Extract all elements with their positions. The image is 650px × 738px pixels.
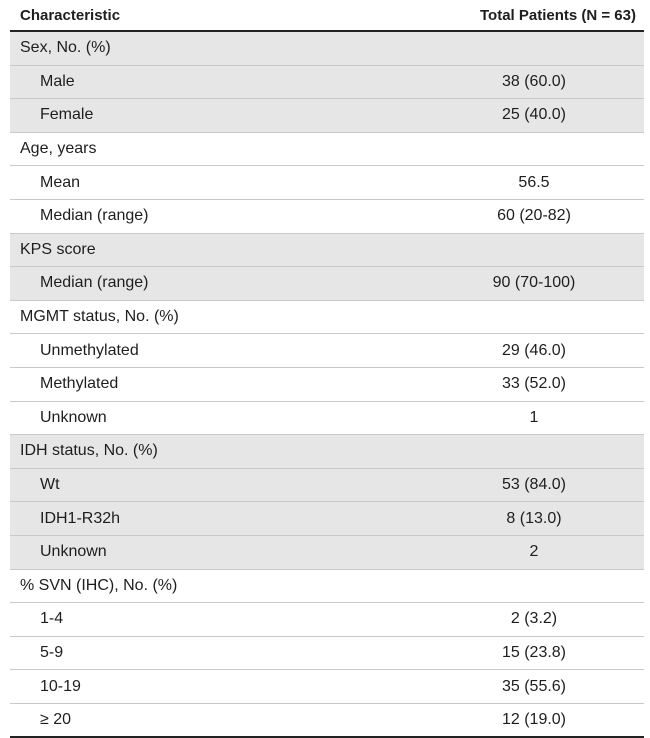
row-value: 60 (20-82) [497,207,571,225]
row-label: IDH status, No. (%) [20,442,158,460]
table-row [10,334,644,368]
row-value: 56.5 [518,173,550,191]
table-row [10,66,644,100]
table-section-row [10,234,644,268]
row-label: Methylated [40,375,119,393]
row-value: 38 (60.0) [501,72,567,90]
row-label: IDH1-R32h [40,509,121,527]
table-row [10,99,644,133]
row-value: 35 (55.6) [501,677,567,695]
header-total-patients: Total Patients (N = 63) [479,6,636,24]
row-label: Median (range) [40,207,149,225]
row-label: 1-4 [40,610,64,628]
table-row [10,502,644,536]
table-section-row [10,32,644,66]
row-label: Wt [40,476,60,494]
row-label: Female [40,106,94,124]
table-row [10,267,644,301]
row-value: 8 (13.0) [506,509,562,527]
row-label: % SVN (IHC), No. (%) [20,576,178,594]
row-label: Unknown [40,543,107,561]
row-value: 33 (52.0) [501,375,567,393]
row-label: MGMT status, No. (%) [20,308,179,326]
row-label: 5-9 [40,643,64,661]
row-value: 2 [529,543,539,561]
row-value: 12 (19.0) [501,711,567,729]
table-section-row [10,301,644,335]
table-section-row [10,435,644,469]
row-label: Median (range) [40,274,149,292]
table-row [10,637,644,671]
row-label: 10-19 [40,677,81,695]
patient-characteristics-table [10,0,644,738]
table-body [10,32,644,738]
table-row [10,469,644,503]
row-value: 25 (40.0) [501,106,567,124]
row-label: Unmethylated [40,341,139,359]
row-value: 90 (70-100) [492,274,576,292]
table-row [10,368,644,402]
row-label: Male [40,72,75,90]
table-row [10,402,644,436]
table-row [10,200,644,234]
row-label: Mean [40,173,81,191]
row-value: 2 (3.2) [510,610,558,628]
row-value: 15 (23.8) [501,643,567,661]
row-value: 53 (84.0) [501,476,567,494]
table-row [10,603,644,637]
table-row [10,670,644,704]
row-value: 1 [529,408,539,426]
table-section-row [10,133,644,167]
row-label: Sex, No. (%) [20,39,111,57]
table-row [10,166,644,200]
row-label: KPS score [20,240,96,258]
row-label: Age, years [20,140,97,158]
row-label: Unknown [40,408,107,426]
row-value: 29 (46.0) [501,341,567,359]
table-section-row [10,570,644,604]
table-header [10,0,644,32]
table-row [10,536,644,570]
row-label: ≥ 20 [40,711,72,729]
header-characteristic: Characteristic [20,6,121,24]
